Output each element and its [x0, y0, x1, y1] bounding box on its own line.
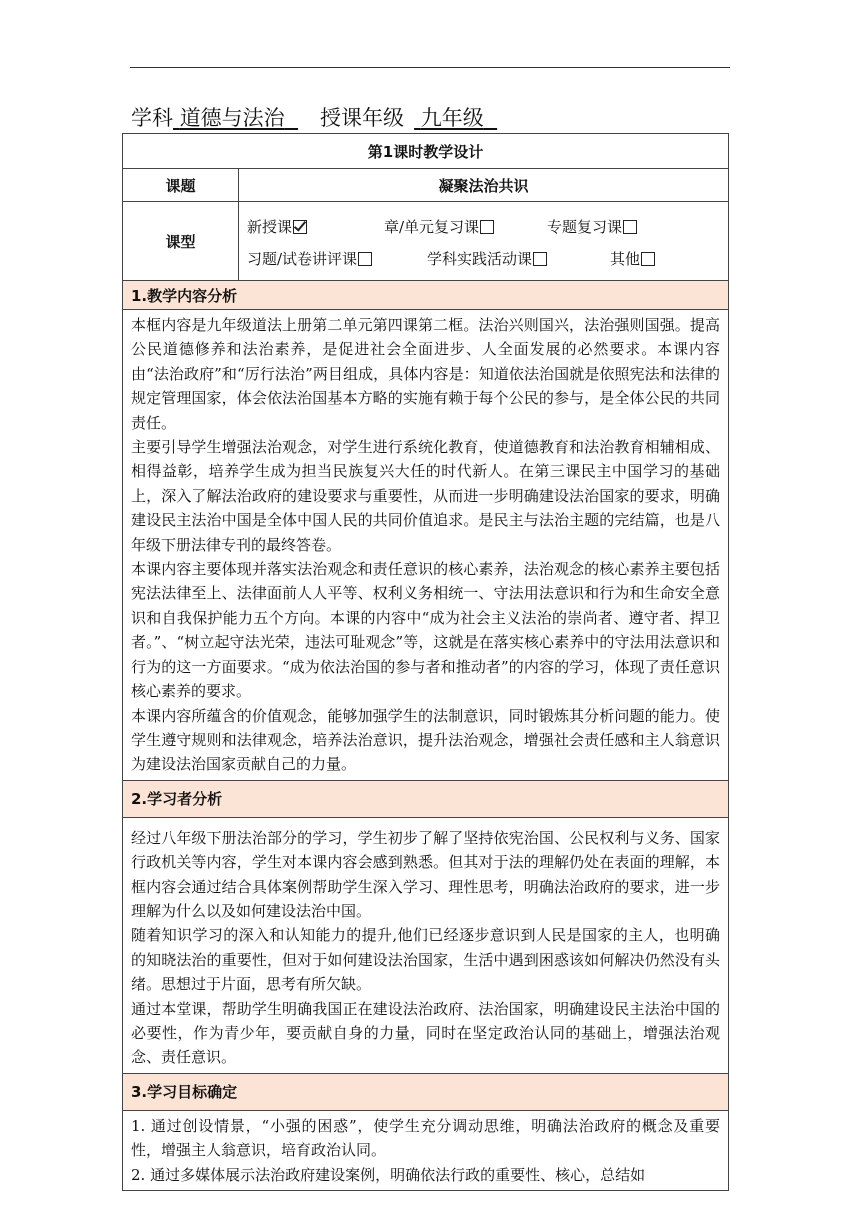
- lesson-type-options: [239, 202, 729, 281]
- section-heading-content-analysis: 1.教学内容分析: [123, 281, 729, 310]
- lesson-type-label: 课型: [123, 202, 239, 281]
- option-unit-review[interactable]: 章/单元复习课: [384, 216, 547, 237]
- option-other[interactable]: 其他: [610, 248, 655, 269]
- paragraph: 本框内容是九年级道法上册第二单元第四课第二框。法治兴则国兴，法治强则国强。提高公民道德修养和法治素养，是促进社会全面进步、人全面发展的必然要求。本课内容由“法治政府”和“厉行法治”两目组成，具体内容是：知道依法治国就是依照宪法和法律的规定管理国家，体会依法治国基本方略的实施有赖于每个公民的参与，是全体公民的共同责任。: [131, 316, 721, 432]
- lesson-design-table: [122, 133, 729, 1191]
- table-title: 第1课时教学设计: [123, 134, 729, 169]
- grade-label: 授课年级: [320, 106, 405, 130]
- section-heading-objectives: 3.学习目标确定: [123, 1073, 729, 1110]
- header-rule: [130, 67, 730, 68]
- topic-value: 凝聚法治共识: [239, 169, 729, 202]
- checkbox-icon[interactable]: [358, 252, 372, 266]
- option-practice-activity[interactable]: 学科实践活动课: [427, 248, 610, 269]
- paragraph: 本课内容主要体现并落实法治观念和责任意识的核心素养，法治观念的核心素养主要包括宪法法律至上、法律面前人人平等、权利义务相统一、守法用法意识和行为和生命安全意识和自我保护能力五个方向。本课的内容中“成为社会主义法治的崇尚者、遵守者、捍卫者。”、“树立起守法光荣，违法可耻观念”等，这就是在落实核心素养中的守法用法意识和行为的这一方面要求。“成为依法治国的参与者和推动者”的内容的学习，体现了责任意识核心素养的要求。: [131, 560, 721, 701]
- checkbox-icon[interactable]: [623, 220, 637, 234]
- checkbox-icon[interactable]: [480, 220, 494, 234]
- checkbox-icon[interactable]: [533, 252, 547, 266]
- subject-grade-line: [131, 104, 497, 132]
- topic-label: 课题: [123, 169, 239, 202]
- objectives-body: [123, 1110, 729, 1190]
- paragraph: 2. 通过多媒体展示法治政府建设案例，明确依法行政的重要性、核心，总结如: [131, 1165, 646, 1184]
- checkbox-checked-icon[interactable]: [293, 220, 307, 234]
- option-new-lesson[interactable]: 新授课: [247, 216, 384, 237]
- subject-value: 道德与法治: [179, 106, 285, 130]
- paragraph: 通过本堂课，帮助学生明确我国正在建设法治政府、法治国家，明确建设民主法治中国的必要性，作为青少年，要贡献自身的力量，同时在坚定政治认同的基础上，增强法治观念、责任意识。: [131, 999, 721, 1067]
- paragraph: 主要引导学生增强法治观念，对学生进行系统化教育，使道德教育和法治教育相辅相成、相得益彰，培养学生成为担当民族复兴大任的时代新人。在第三课民主中国学习的基础上，深入了解法治政府的建设要求与重要性，从而进一步明确建设法治国家的要求，明确建设民主法治中国是全体中国人民的共同价值追求。是民主与法治主题的完结篇，也是八年级下册法律专刊的最终答卷。: [131, 438, 721, 554]
- section-heading-learner-analysis: 2.学习者分析: [123, 780, 729, 817]
- option-exercise-review[interactable]: 习题/试卷讲评课: [247, 248, 427, 269]
- option-topic-review[interactable]: 专题复习课: [547, 216, 637, 237]
- content-analysis-body: [123, 310, 729, 781]
- learner-analysis-body: [123, 817, 729, 1073]
- paragraph: 经过八年级下册法治部分的学习，学生初步了解了坚持依宪治国、公民权利与义务、国家行政机关等内容，学生对本课内容会感到熟悉。但其对于法的理解仍处在表面的理解，本框内容会通过结合具体案例帮助学生深入学习、理性思考，明确法治政府的要求，进一步理解为什么以及如何建设法治中国。: [131, 828, 721, 920]
- paragraph: 本课内容所蕴含的价值观念，能够加强学生的法制意识，同时锻炼其分析问题的能力。使学生遵守规则和法律观念，培养法治意识，提升法治观念，增强社会责任感和主人翁意识为建设法治国家贡献自己的力量。: [131, 706, 721, 774]
- paragraph: 随着知识学习的深入和认知能力的提升,他们已经逐步意识到人民是国家的主人，也明确的知晓法治的重要性，但对于如何建设法治国家，生活中遇到困惑该如何解决仍然没有头绪。思想过于片面，思考有所欠缺。: [131, 926, 721, 994]
- paragraph: 1. 通过创设情景，“小强的困惑”，使学生充分调动思维，明确法治政府的概念及重要性，增强主人翁意识，培育政治认同。: [131, 1116, 721, 1160]
- grade-value: 九年级: [420, 106, 484, 130]
- checkbox-icon[interactable]: [641, 252, 655, 266]
- subject-label: 学科: [131, 106, 173, 130]
